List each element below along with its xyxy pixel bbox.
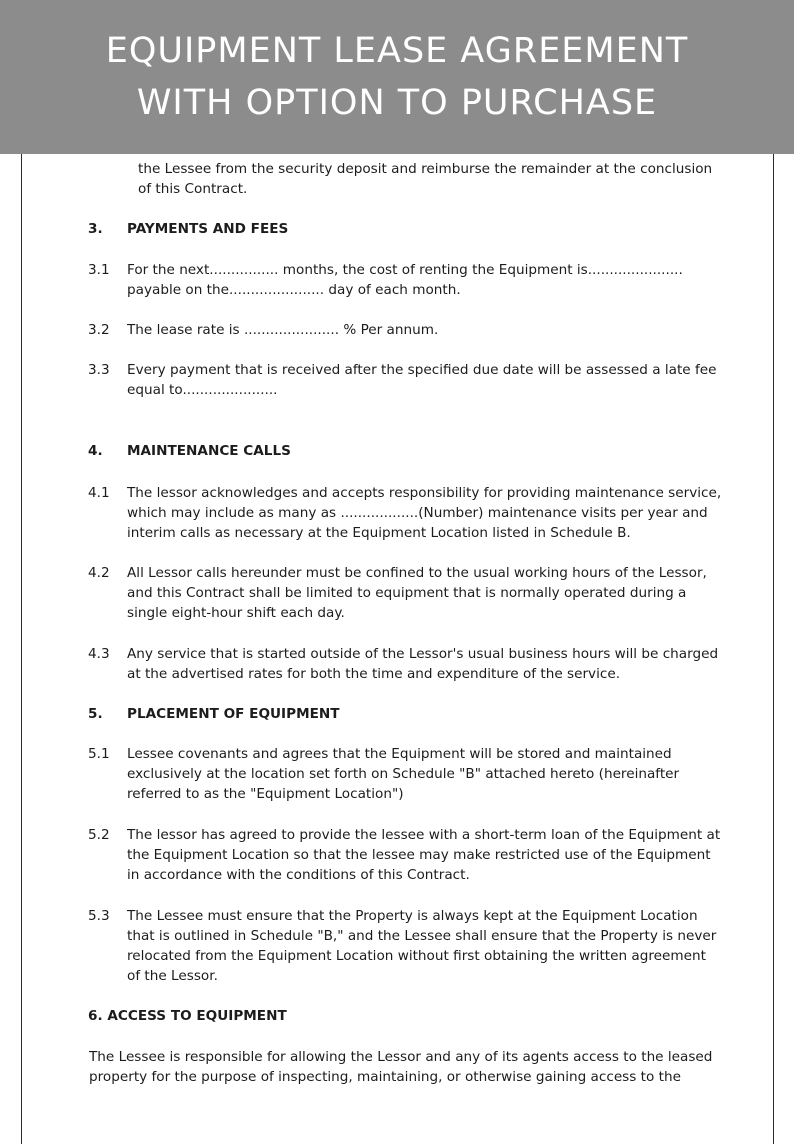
clause-line: For the next................ months, the cost of renting the Equipment is...................... xyxy=(127,262,683,278)
clause-line: The Lessee must ensure that the Property is always kept at the Equipment Location xyxy=(127,908,698,924)
section-title: PAYMENTS AND FEES xyxy=(127,221,289,237)
clause-line: in accordance with the conditions of this Contract. xyxy=(127,867,470,883)
title-banner xyxy=(0,0,794,154)
intro-line: of this Contract. xyxy=(138,181,248,197)
clause-number: 4.3 xyxy=(88,646,110,662)
clause-line: The lessor has agreed to provide the lessee with a short-term loan of the Equipment at xyxy=(127,827,721,843)
clause-number: 4.2 xyxy=(88,565,110,581)
clause-number: 5.1 xyxy=(88,746,110,762)
clause-line: at the advertised rates for both the time and expenditure of the service. xyxy=(127,666,621,682)
clause-line: referred to as the "Equipment Location") xyxy=(127,786,404,802)
clause-line: All Lessor calls hereunder must be confined to the usual working hours of the Lessor, xyxy=(127,565,707,581)
clause-line: which may include as many as ..................(Number) maintenance visits per year and xyxy=(127,505,708,521)
section-number: 5. xyxy=(88,706,103,722)
clause-number: 3.1 xyxy=(88,262,110,278)
clause-line: payable on the...................... day of each month. xyxy=(127,282,461,298)
clause-line: and this Contract shall be limited to equipment that is normally operated during a xyxy=(127,585,687,601)
paragraph-line: property for the purpose of inspecting, maintaining, or otherwise gaining access to the xyxy=(89,1069,681,1085)
section-title: MAINTENANCE CALLS xyxy=(127,443,291,459)
paragraph-line: The Lessee is responsible for allowing the Lessor and any of its agents access to the leased xyxy=(89,1049,713,1065)
clause-number: 5.2 xyxy=(88,827,110,843)
clause-line: equal to...................... xyxy=(127,382,278,398)
clause-line: Every payment that is received after the specified due date will be assessed a late fee xyxy=(127,362,717,378)
clause-number: 4.1 xyxy=(88,485,110,501)
section-title: PLACEMENT OF EQUIPMENT xyxy=(127,706,340,722)
clause-number: 3.2 xyxy=(88,322,110,338)
clause-line: that is outlined in Schedule "B," and the Lessee shall ensure that the Property is never xyxy=(127,928,717,944)
clause-line: exclusively at the location set forth on Schedule "B" attached hereto (hereinafter xyxy=(127,766,680,782)
clause-line: relocated from the Equipment Location without first obtaining the written agreement xyxy=(127,948,706,964)
section-number: 4. xyxy=(88,443,103,459)
clause-line: interim calls as necessary at the Equipment Location listed in Schedule B. xyxy=(127,525,631,541)
clause-line: single eight-hour shift each day. xyxy=(127,605,345,621)
document-title-line-2: WITH OPTION TO PURCHASE xyxy=(136,83,658,123)
clause-line: the Equipment Location so that the lessee may make restricted use of the Equipment xyxy=(127,847,711,863)
document-title-line-1: EQUIPMENT LEASE AGREEMENT xyxy=(105,31,689,71)
clause-line: Any service that is started outside of the Lessor's usual business hours will be charged xyxy=(127,646,719,662)
clause-line: Lessee covenants and agrees that the Equipment will be stored and maintained xyxy=(127,746,672,762)
intro-line: the Lessee from the security deposit and reimburse the remainder at the conclusion xyxy=(138,161,713,177)
section-number: 3. xyxy=(88,221,103,237)
clause-line: The lessor acknowledges and accepts responsibility for providing maintenance service, xyxy=(127,485,722,501)
clause-line: The lease rate is ...................... % Per annum. xyxy=(127,322,439,338)
clause-line: of the Lessor. xyxy=(127,968,218,984)
clause-number: 5.3 xyxy=(88,908,110,924)
clause-number: 3.3 xyxy=(88,362,110,378)
document-page xyxy=(21,154,774,1144)
section-title: 6. ACCESS TO EQUIPMENT xyxy=(88,1008,287,1024)
